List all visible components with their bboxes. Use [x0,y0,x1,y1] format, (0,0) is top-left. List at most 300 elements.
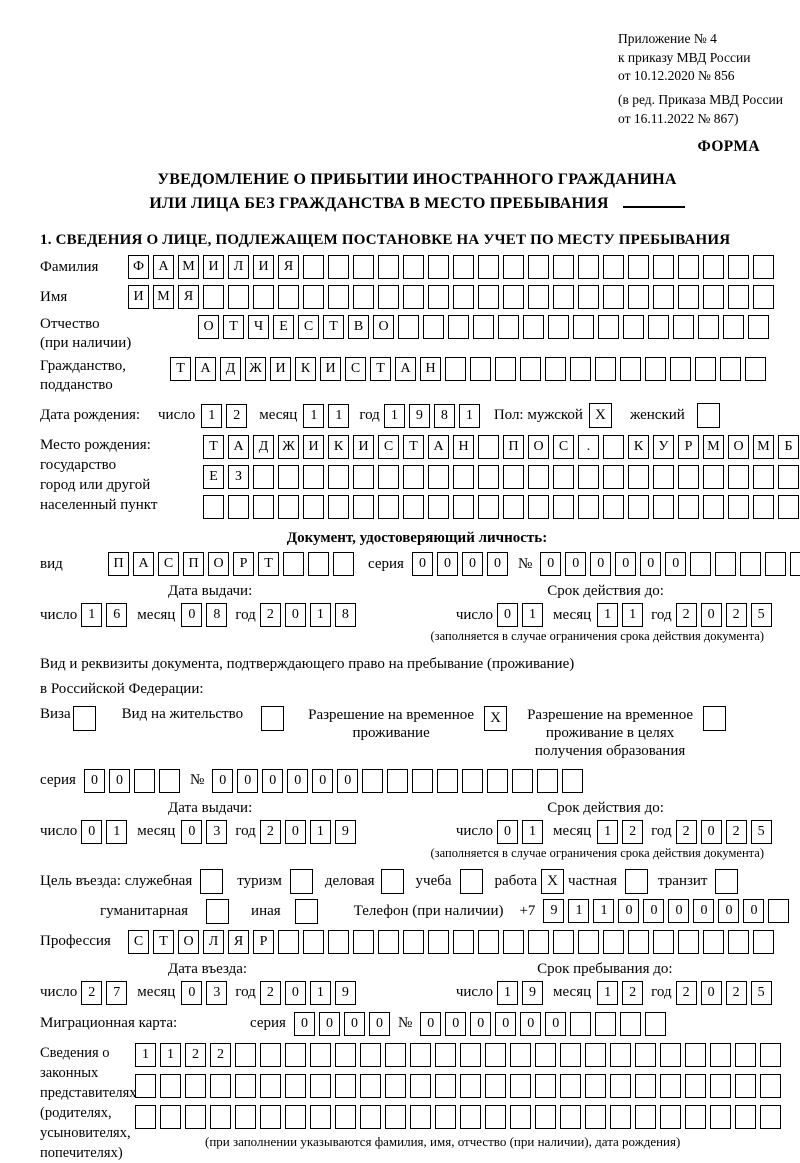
char-cell[interactable] [660,1043,681,1067]
char-cell[interactable]: 2 [81,981,102,1005]
char-cell[interactable] [428,255,449,279]
char-cell[interactable] [398,315,419,339]
char-cell[interactable] [545,357,566,381]
char-cell[interactable]: 2 [622,981,643,1005]
purpose-business-checkbox[interactable] [381,869,404,894]
char-cell[interactable]: 9 [335,820,356,844]
char-cell[interactable] [715,552,736,576]
char-cell[interactable] [278,285,299,309]
char-cell[interactable]: И [203,255,224,279]
char-cell[interactable] [495,357,516,381]
char-cell[interactable] [660,1074,681,1098]
char-cell[interactable]: 0 [344,1012,365,1036]
char-cell[interactable] [503,255,524,279]
char-cell[interactable] [473,315,494,339]
char-cell[interactable]: 8 [206,603,227,627]
char-cell[interactable] [578,465,599,489]
char-cell[interactable] [560,1105,581,1129]
char-cell[interactable]: 1 [568,899,589,923]
char-cell[interactable] [603,285,624,309]
char-cell[interactable]: 0 [212,769,233,793]
char-cell[interactable]: 2 [726,820,747,844]
char-cell[interactable] [303,285,324,309]
char-cell[interactable] [185,1074,206,1098]
char-cell[interactable]: А [195,357,216,381]
char-cell[interactable]: Т [258,552,279,576]
char-cell[interactable] [485,1105,506,1129]
char-cell[interactable] [235,1043,256,1067]
char-cell[interactable] [410,1043,431,1067]
char-cell[interactable] [403,465,424,489]
char-cell[interactable]: 9 [522,981,543,1005]
char-cell[interactable] [353,255,374,279]
char-cell[interactable] [628,285,649,309]
char-cell[interactable] [378,255,399,279]
char-cell[interactable]: 0 [545,1012,566,1036]
char-cell[interactable] [703,255,724,279]
char-cell[interactable]: 6 [106,603,127,627]
char-cell[interactable] [760,1074,781,1098]
char-cell[interactable]: С [128,930,149,954]
char-cell[interactable] [603,255,624,279]
char-cell[interactable] [595,1012,616,1036]
char-cell[interactable]: З [228,465,249,489]
char-cell[interactable]: 2 [185,1043,206,1067]
temp-residence-checkbox[interactable]: X [484,706,507,731]
char-cell[interactable] [768,899,789,923]
char-cell[interactable] [535,1043,556,1067]
char-cell[interactable] [753,930,774,954]
char-cell[interactable]: И [253,255,274,279]
char-cell[interactable]: 0 [565,552,586,576]
char-cell[interactable] [485,1043,506,1067]
char-cell[interactable] [535,1105,556,1129]
char-cell[interactable] [645,1012,666,1036]
char-cell[interactable] [698,315,719,339]
char-cell[interactable]: 0 [693,899,714,923]
char-cell[interactable] [360,1105,381,1129]
char-cell[interactable]: Д [253,435,274,459]
char-cell[interactable] [620,357,641,381]
char-cell[interactable]: 2 [676,981,697,1005]
char-cell[interactable] [353,465,374,489]
char-cell[interactable] [745,357,766,381]
char-cell[interactable] [703,285,724,309]
char-cell[interactable] [610,1074,631,1098]
char-cell[interactable]: 0 [668,899,689,923]
char-cell[interactable] [553,285,574,309]
char-cell[interactable] [448,315,469,339]
char-cell[interactable]: 0 [262,769,283,793]
char-cell[interactable]: Е [273,315,294,339]
char-cell[interactable]: 1 [303,404,324,428]
char-cell[interactable]: 5 [751,820,772,844]
char-cell[interactable]: А [428,435,449,459]
char-cell[interactable]: А [153,255,174,279]
char-cell[interactable] [510,1105,531,1129]
char-cell[interactable]: 0 [540,552,561,576]
char-cell[interactable] [578,930,599,954]
char-cell[interactable] [778,465,799,489]
char-cell[interactable]: 0 [420,1012,441,1036]
residence-permit-checkbox[interactable] [261,706,284,731]
char-cell[interactable] [253,465,274,489]
char-cell[interactable] [283,552,304,576]
purpose-work-checkbox[interactable]: X [541,869,564,894]
char-cell[interactable]: 0 [285,981,306,1005]
char-cell[interactable] [160,1074,181,1098]
char-cell[interactable]: 0 [640,552,661,576]
char-cell[interactable] [690,552,711,576]
char-cell[interactable] [253,285,274,309]
char-cell[interactable] [678,495,699,519]
char-cell[interactable] [485,1074,506,1098]
char-cell[interactable]: 0 [285,820,306,844]
char-cell[interactable]: 1 [310,820,331,844]
char-cell[interactable] [560,1074,581,1098]
char-cell[interactable] [453,495,474,519]
char-cell[interactable] [385,1074,406,1098]
char-cell[interactable] [628,495,649,519]
char-cell[interactable] [603,495,624,519]
char-cell[interactable]: И [270,357,291,381]
char-cell[interactable] [678,930,699,954]
char-cell[interactable] [503,465,524,489]
char-cell[interactable]: 0 [497,820,518,844]
char-cell[interactable]: 0 [285,603,306,627]
char-cell[interactable]: Ж [245,357,266,381]
char-cell[interactable] [478,495,499,519]
char-cell[interactable] [453,285,474,309]
char-cell[interactable] [570,1012,591,1036]
char-cell[interactable]: 0 [618,899,639,923]
char-cell[interactable] [303,255,324,279]
char-cell[interactable]: 0 [470,1012,491,1036]
char-cell[interactable]: 0 [237,769,258,793]
char-cell[interactable] [470,357,491,381]
char-cell[interactable] [135,1105,156,1129]
char-cell[interactable] [710,1074,731,1098]
char-cell[interactable]: 0 [615,552,636,576]
char-cell[interactable]: 0 [369,1012,390,1036]
char-cell[interactable] [285,1043,306,1067]
char-cell[interactable]: Н [453,435,474,459]
char-cell[interactable] [135,1074,156,1098]
char-cell[interactable] [678,255,699,279]
char-cell[interactable]: М [753,435,774,459]
char-cell[interactable] [678,465,699,489]
char-cell[interactable]: Р [678,435,699,459]
char-cell[interactable]: Т [170,357,191,381]
char-cell[interactable]: 0 [718,899,739,923]
char-cell[interactable]: В [348,315,369,339]
char-cell[interactable] [528,285,549,309]
char-cell[interactable]: Н [420,357,441,381]
char-cell[interactable] [260,1043,281,1067]
char-cell[interactable] [210,1074,231,1098]
char-cell[interactable] [753,465,774,489]
char-cell[interactable] [790,552,800,576]
char-cell[interactable] [553,255,574,279]
char-cell[interactable] [578,495,599,519]
char-cell[interactable]: Ф [128,255,149,279]
char-cell[interactable]: П [183,552,204,576]
char-cell[interactable]: 9 [335,981,356,1005]
char-cell[interactable] [210,1105,231,1129]
char-cell[interactable]: С [158,552,179,576]
char-cell[interactable] [328,465,349,489]
char-cell[interactable] [685,1043,706,1067]
char-cell[interactable] [410,1105,431,1129]
char-cell[interactable] [635,1074,656,1098]
char-cell[interactable]: Т [153,930,174,954]
char-cell[interactable]: 3 [206,820,227,844]
char-cell[interactable]: 1 [459,404,480,428]
char-cell[interactable]: 8 [335,603,356,627]
char-cell[interactable] [703,465,724,489]
char-cell[interactable]: 0 [81,820,102,844]
char-cell[interactable]: Т [203,435,224,459]
char-cell[interactable] [598,315,619,339]
char-cell[interactable] [585,1074,606,1098]
char-cell[interactable] [653,285,674,309]
char-cell[interactable] [308,552,329,576]
char-cell[interactable] [353,285,374,309]
char-cell[interactable]: О [728,435,749,459]
char-cell[interactable]: 0 [181,603,202,627]
char-cell[interactable] [487,769,508,793]
char-cell[interactable] [378,930,399,954]
char-cell[interactable] [335,1043,356,1067]
char-cell[interactable]: К [628,435,649,459]
char-cell[interactable] [553,465,574,489]
char-cell[interactable] [387,769,408,793]
char-cell[interactable] [428,465,449,489]
char-cell[interactable] [362,769,383,793]
char-cell[interactable]: 0 [445,1012,466,1036]
char-cell[interactable] [428,285,449,309]
char-cell[interactable] [134,769,155,793]
char-cell[interactable]: Т [323,315,344,339]
char-cell[interactable]: 3 [206,981,227,1005]
char-cell[interactable] [685,1105,706,1129]
char-cell[interactable]: 2 [726,981,747,1005]
char-cell[interactable]: О [373,315,394,339]
char-cell[interactable]: О [208,552,229,576]
visa-checkbox[interactable] [73,706,96,731]
char-cell[interactable] [159,769,180,793]
char-cell[interactable] [328,930,349,954]
char-cell[interactable]: О [178,930,199,954]
char-cell[interactable] [520,357,541,381]
char-cell[interactable]: 0 [701,981,722,1005]
char-cell[interactable] [285,1074,306,1098]
char-cell[interactable] [403,285,424,309]
char-cell[interactable] [735,1105,756,1129]
char-cell[interactable] [760,1043,781,1067]
char-cell[interactable]: 1 [622,603,643,627]
char-cell[interactable] [710,1105,731,1129]
char-cell[interactable] [260,1105,281,1129]
char-cell[interactable] [278,495,299,519]
char-cell[interactable] [573,315,594,339]
char-cell[interactable] [623,315,644,339]
char-cell[interactable] [535,1074,556,1098]
char-cell[interactable]: 0 [437,552,458,576]
char-cell[interactable] [528,930,549,954]
char-cell[interactable] [278,465,299,489]
char-cell[interactable] [285,1105,306,1129]
char-cell[interactable]: 2 [260,820,281,844]
char-cell[interactable] [753,255,774,279]
char-cell[interactable] [648,315,669,339]
char-cell[interactable]: 0 [319,1012,340,1036]
char-cell[interactable] [653,930,674,954]
char-cell[interactable]: 1 [522,820,543,844]
char-cell[interactable] [378,285,399,309]
char-cell[interactable] [453,255,474,279]
char-cell[interactable] [628,930,649,954]
char-cell[interactable] [673,315,694,339]
char-cell[interactable]: 1 [106,820,127,844]
char-cell[interactable]: 0 [312,769,333,793]
char-cell[interactable] [578,285,599,309]
char-cell[interactable] [603,930,624,954]
char-cell[interactable] [728,495,749,519]
char-cell[interactable] [260,1074,281,1098]
char-cell[interactable] [203,285,224,309]
char-cell[interactable] [403,495,424,519]
char-cell[interactable] [562,769,583,793]
char-cell[interactable] [453,930,474,954]
char-cell[interactable]: 1 [597,981,618,1005]
char-cell[interactable] [740,552,761,576]
char-cell[interactable]: 1 [328,404,349,428]
purpose-study-checkbox[interactable] [460,869,483,894]
char-cell[interactable] [303,465,324,489]
char-cell[interactable] [478,435,499,459]
char-cell[interactable] [435,1105,456,1129]
char-cell[interactable] [765,552,786,576]
char-cell[interactable]: С [345,357,366,381]
char-cell[interactable]: 1 [384,404,405,428]
char-cell[interactable]: 0 [412,552,433,576]
char-cell[interactable] [437,769,458,793]
char-cell[interactable] [610,1105,631,1129]
char-cell[interactable]: 0 [109,769,130,793]
char-cell[interactable] [685,1074,706,1098]
char-cell[interactable] [360,1074,381,1098]
char-cell[interactable] [428,495,449,519]
char-cell[interactable] [695,357,716,381]
purpose-private-checkbox[interactable] [625,869,648,894]
char-cell[interactable] [253,495,274,519]
char-cell[interactable] [333,552,354,576]
char-cell[interactable]: 1 [597,603,618,627]
char-cell[interactable] [728,930,749,954]
char-cell[interactable] [728,255,749,279]
char-cell[interactable] [503,930,524,954]
char-cell[interactable]: 2 [260,603,281,627]
char-cell[interactable] [585,1105,606,1129]
char-cell[interactable] [678,285,699,309]
char-cell[interactable] [235,1074,256,1098]
char-cell[interactable] [235,1105,256,1129]
char-cell[interactable] [310,1043,331,1067]
char-cell[interactable] [728,285,749,309]
char-cell[interactable] [228,495,249,519]
char-cell[interactable]: 1 [310,603,331,627]
char-cell[interactable] [228,285,249,309]
char-cell[interactable] [335,1074,356,1098]
char-cell[interactable] [537,769,558,793]
char-cell[interactable]: П [108,552,129,576]
female-checkbox[interactable] [697,403,720,428]
char-cell[interactable] [410,1074,431,1098]
char-cell[interactable]: 9 [543,899,564,923]
char-cell[interactable]: К [328,435,349,459]
char-cell[interactable] [460,1105,481,1129]
purpose-tourism-checkbox[interactable] [290,869,313,894]
char-cell[interactable]: И [353,435,374,459]
char-cell[interactable]: 2 [676,820,697,844]
char-cell[interactable] [528,495,549,519]
char-cell[interactable] [670,357,691,381]
char-cell[interactable]: 2 [676,603,697,627]
char-cell[interactable]: 0 [181,981,202,1005]
char-cell[interactable] [548,315,569,339]
char-cell[interactable]: А [395,357,416,381]
char-cell[interactable] [303,495,324,519]
char-cell[interactable] [523,315,544,339]
char-cell[interactable] [635,1105,656,1129]
char-cell[interactable] [478,930,499,954]
char-cell[interactable]: М [153,285,174,309]
char-cell[interactable] [478,285,499,309]
char-cell[interactable]: И [303,435,324,459]
char-cell[interactable] [203,495,224,519]
char-cell[interactable] [735,1043,756,1067]
char-cell[interactable] [778,495,799,519]
char-cell[interactable] [653,255,674,279]
purpose-official-checkbox[interactable] [200,869,223,894]
char-cell[interactable]: Ч [248,315,269,339]
char-cell[interactable] [185,1105,206,1129]
char-cell[interactable]: С [378,435,399,459]
char-cell[interactable]: 0 [497,603,518,627]
char-cell[interactable]: 1 [597,820,618,844]
char-cell[interactable] [478,465,499,489]
char-cell[interactable] [748,315,769,339]
char-cell[interactable]: Я [178,285,199,309]
char-cell[interactable]: 2 [260,981,281,1005]
char-cell[interactable]: 0 [495,1012,516,1036]
char-cell[interactable]: Т [403,435,424,459]
char-cell[interactable]: М [703,435,724,459]
char-cell[interactable] [335,1105,356,1129]
char-cell[interactable]: 2 [210,1043,231,1067]
char-cell[interactable]: 1 [81,603,102,627]
char-cell[interactable]: С [298,315,319,339]
char-cell[interactable] [310,1074,331,1098]
char-cell[interactable]: А [228,435,249,459]
char-cell[interactable]: 0 [743,899,764,923]
char-cell[interactable] [528,465,549,489]
char-cell[interactable]: 0 [701,603,722,627]
char-cell[interactable]: 2 [622,820,643,844]
char-cell[interactable] [378,495,399,519]
char-cell[interactable] [553,930,574,954]
